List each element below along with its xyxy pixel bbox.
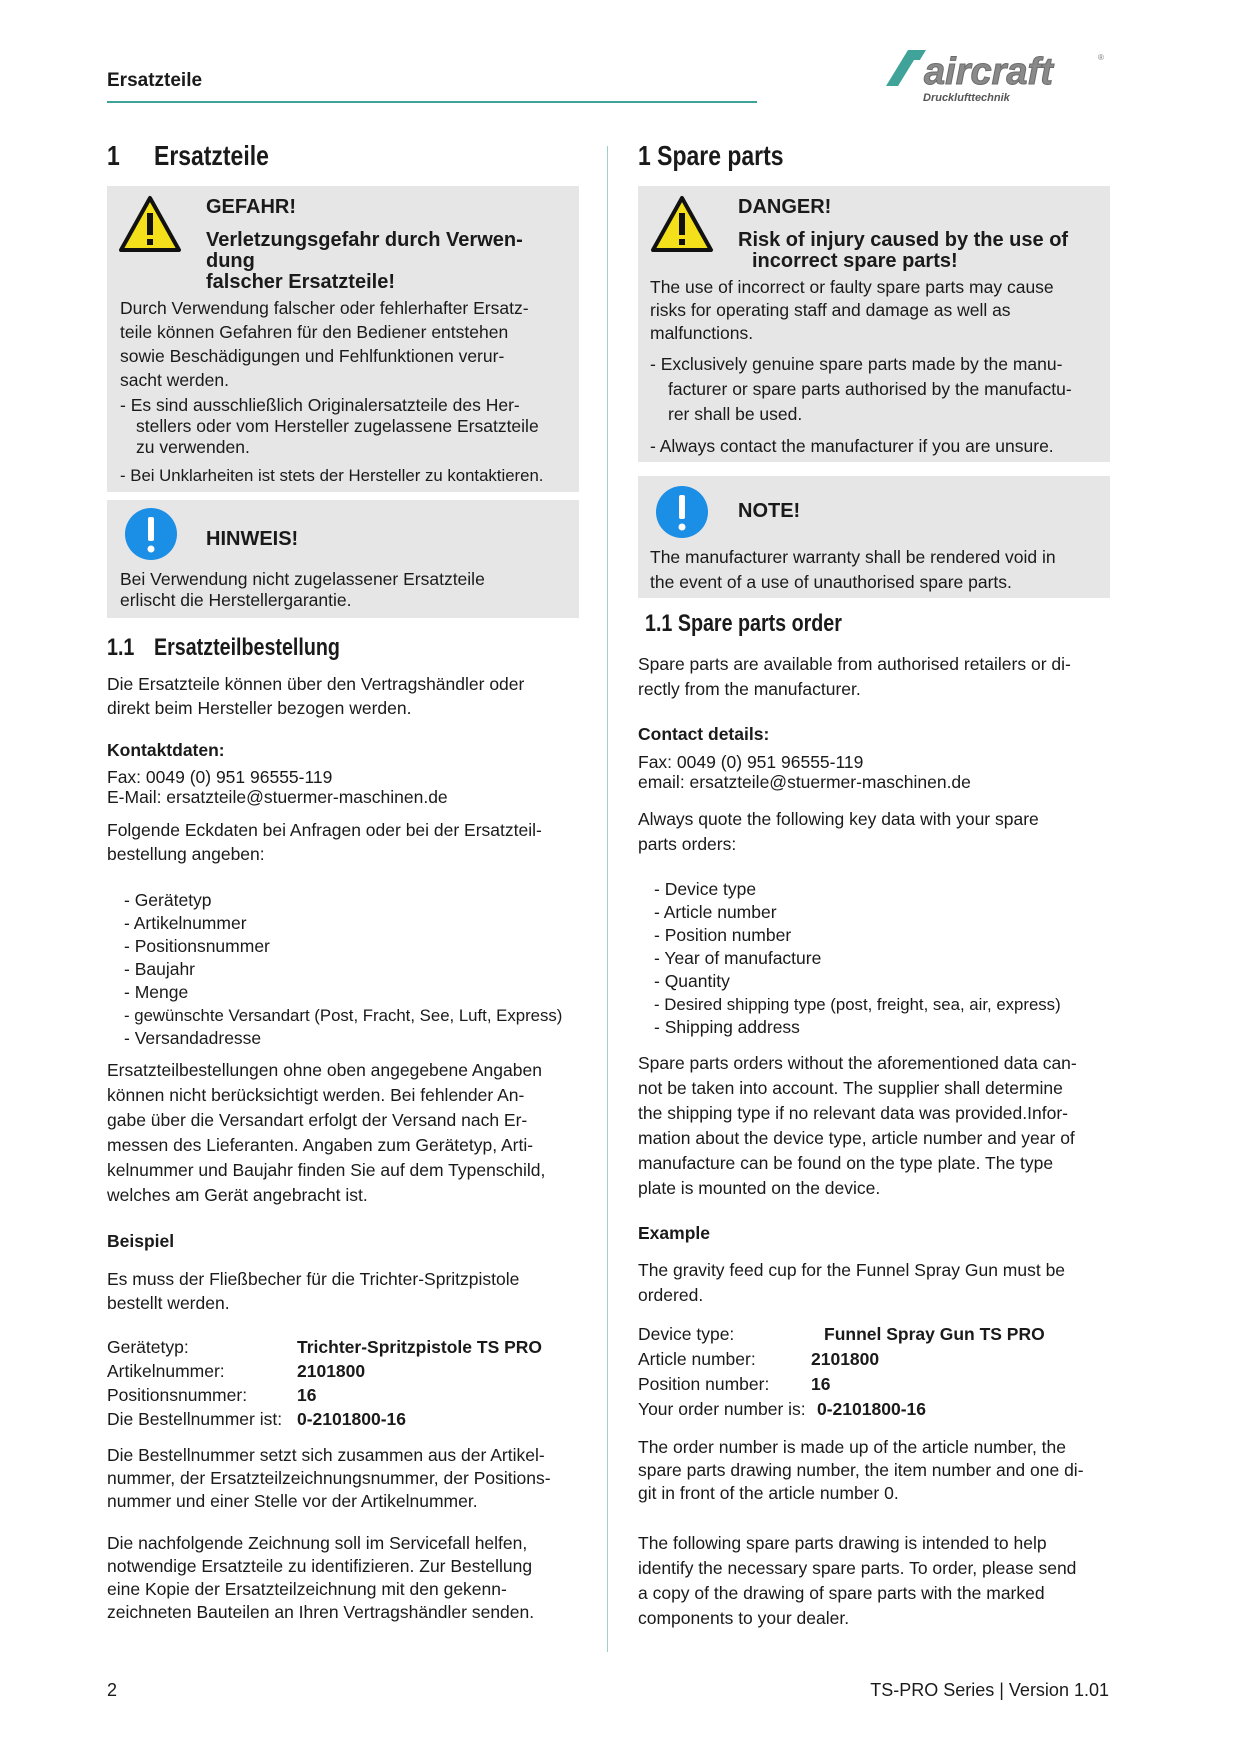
- danger-bullet2-en: - Always contact the manufacturer if you are unsure.: [650, 436, 1054, 456]
- danger-bullet1-de: - Es sind ausschließlich Originalersatzteile des Her- stellers oder vom Hersteller zugelassene Ersatzteile zu verwenden.: [120, 395, 539, 457]
- order-number-explanation-en: The order number is made up of the article number, the spare parts drawing number, the item number and one di- git in front of the article number 0.: [638, 1437, 1084, 1503]
- contact-label-en: Contact details:: [638, 724, 770, 744]
- contact-label-de: Kontaktdaten:: [107, 740, 225, 760]
- example-label-en: Example: [638, 1223, 710, 1243]
- note-text-de: Bei Verwendung nicht zugelassener Ersatzteile erlischt die Herstellergarantie.: [120, 569, 485, 610]
- example-text-de: Es muss der Fließbecher für die Trichter-Spritzpistole bestellt werden.: [107, 1269, 520, 1313]
- quote-text-de: Folgende Eckdaten bei Anfragen oder bei der Ersatzteil- bestellung angeben:: [107, 820, 542, 864]
- warning-triangle-icon: [118, 195, 182, 253]
- section-title-en: 1 Spare parts: [638, 140, 784, 171]
- danger-title-line1-en: Risk of injury caused by the use of: [738, 229, 1069, 251]
- subsection-title-de: Ersatzteilbestellung: [154, 634, 340, 661]
- info-exclamation-icon: [655, 485, 709, 539]
- logo-subtitle: Drucklufttechnik: [923, 92, 1010, 104]
- order-requirements-en: Spare parts orders without the aforementioned data can- not be taken into account. The supplier shall determine the shipping type if no relevant data was provided.Infor- mation about the device type, article number and year of manufacture can be found on the type plate. The type plate is mounted on the device.: [638, 1053, 1077, 1198]
- example-text-en: The gravity feed cup for the Funnel Spray Gun must be ordered.: [638, 1260, 1066, 1305]
- danger-signal-en: DANGER!: [738, 196, 832, 218]
- warning-triangle-icon: [650, 195, 714, 253]
- danger-title-line1-de: Verletzungsgefahr durch Verwen-: [206, 229, 523, 251]
- subsection-title-en: 1.1 Spare parts order: [645, 610, 842, 637]
- drawing-text-en: The following spare parts drawing is intended to help identify the necessary spare parts. To order, please send a copy of the drawing of spare parts with the marked components to your dealer.: [638, 1533, 1077, 1628]
- note-signal-de: HINWEIS!: [206, 528, 299, 550]
- page-number: 2: [107, 1680, 118, 1700]
- danger-signal-de: GEFAHR!: [206, 196, 296, 218]
- running-header: Ersatzteile: [107, 70, 203, 91]
- key-data-list-en: - Device type - Article number - Position number - Year of manufacture - Quantity - Desired shipping type (post, freight, sea, air, express) - Shipping address: [654, 879, 1061, 1037]
- subsection-number-de: 1.1: [107, 634, 135, 661]
- danger-bullet2-de: - Bei Unklarheiten ist stets der Hersteller zu kontaktieren.: [120, 466, 544, 485]
- info-exclamation-icon: [124, 507, 178, 561]
- section-number-de: 1: [107, 140, 120, 171]
- danger-bullet1-en: - Exclusively genuine spare parts made by the manu- facturer or spare parts authorised by the manufactu- rer shall be used.: [650, 354, 1072, 424]
- section-title-de: Ersatzteile: [154, 140, 269, 171]
- note-text-en: The manufacturer warranty shall be rendered void in the event of a use of unauthorised spare parts.: [650, 547, 1056, 592]
- svg-text:®: ®: [1098, 53, 1104, 62]
- danger-title-line2-de: dung: [206, 250, 255, 272]
- contact-details-en: Fax: 0049 (0) 951 96555-119 email: ersatzteile@stuermer-maschinen.de: [638, 752, 971, 792]
- header-rule: [107, 101, 757, 103]
- column-divider: [607, 146, 608, 1652]
- order-number-explanation-de: Die Bestellnummer setzt sich zusammen aus der Artikel- nummer, der Ersatzteilzeichnungsnummer, der Positions- nummer und einer Stelle vor der Artikelnummer.: [107, 1445, 551, 1511]
- key-data-list-de: - Gerätetyp - Artikelnummer - Positionsnummer - Baujahr - Menge - gewünschte Versandart (Post, Fracht, See, Luft, Express) - Versandadresse: [124, 890, 563, 1048]
- footer-series-version: TS-PRO Series | Version 1.01: [870, 1680, 1109, 1700]
- contact-details-de: Fax: 0049 (0) 951 96555-119 E-Mail: ersatzteile@stuermer-maschinen.de: [107, 767, 448, 807]
- drawing-text-de: Die nachfolgende Zeichnung soll im Servicefall helfen, notwendige Ersatzteile zu identifizieren. Zur Bestellung eine Kopie der Ersatzteilzeichnung mit den gekenn- zeichneten Bauteilen an Ihren Vertragshändler senden.: [107, 1533, 535, 1622]
- example-label-de: Beispiel: [107, 1231, 175, 1251]
- danger-text-de: Durch Verwendung falscher oder fehlerhafter Ersatz- teile können Gefahren für den Bediener entstehen sowie Beschädigungen und Fehlfunktionen verur- sacht werden.: [120, 298, 529, 390]
- note-signal-en: NOTE!: [738, 500, 801, 522]
- order-requirements-de: Ersatzteilbestellungen ohne oben angegebene Angaben können nicht berücksichtigt werden. Bei fehlender An- gabe über die Versandart erfolgt der Versand nach Er- messen des Lieferanten. Angaben zum Gerätetyp, Arti- kelnummer und Baujahr finden Sie auf dem Typenschild, welches am Gerät angebracht ist.: [107, 1060, 546, 1205]
- svg-text:aircraft: aircraft: [924, 51, 1053, 93]
- danger-text-en: The use of incorrect or faulty spare parts may cause risks for operating staff and damage as well as malfunctions.: [650, 277, 1054, 343]
- danger-title-line3-de: falscher Ersatzteile!: [206, 271, 395, 293]
- quote-text-en: Always quote the following key data with your spare parts orders:: [638, 809, 1039, 854]
- danger-title-line2-en: incorrect spare parts!: [752, 250, 958, 272]
- intro-en: Spare parts are available from authorised retailers or di- rectly from the manufacturer.: [638, 654, 1071, 699]
- example-table-en: Device type: Funnel Spray Gun TS PRO Article number: 2101800 Position number: 16 Your order number is: 0-2101800-16: [638, 1324, 1045, 1419]
- intro-de: Die Ersatzteile können über den Vertragshändler oder direkt beim Hersteller bezogen werden.: [107, 674, 525, 718]
- example-table-de: Gerätetyp: Trichter-Spritzpistole TS PRO Artikelnummer: 2101800 Positionsnummer: 16 Die Bestellnummer ist: 0-2101800-16: [107, 1337, 543, 1429]
